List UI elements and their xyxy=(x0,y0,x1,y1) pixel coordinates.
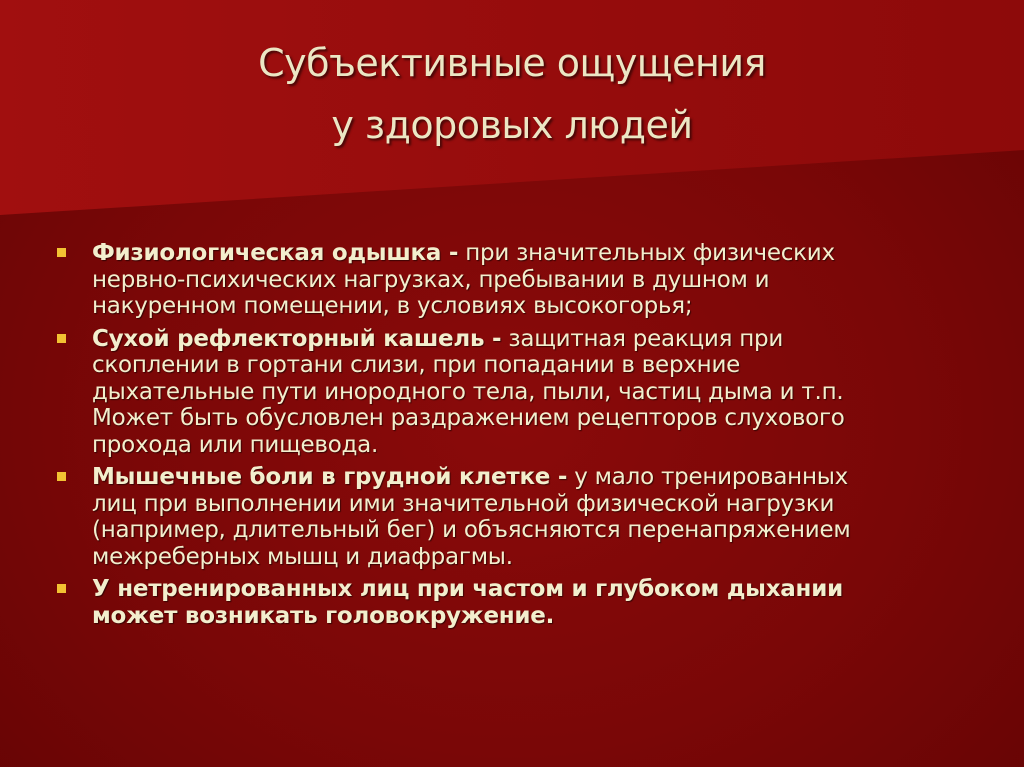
bullet-text-line: межреберных мышц и диафрагмы. xyxy=(92,543,513,570)
bullet-text-line: накуренном помещении, в условиях высокогорья; xyxy=(92,293,693,319)
bullet-text-line: дыхательные пути инородного тела, пыли, частиц дыма и т.п. xyxy=(92,378,844,405)
bullet-text-line: прохода или пищевода. xyxy=(92,431,379,458)
bullet-text-line: нервно-психических нагрузках, пребывании в душном и xyxy=(92,266,770,293)
bullet-text-line: у мало тренированных xyxy=(567,464,849,490)
bullet-text-line: скоплении в гортани слизи, при попадании в верхние xyxy=(92,352,741,378)
square-bullet-icon xyxy=(57,334,66,343)
bullet-list xyxy=(55,240,955,635)
bullet-text-line: Может быть обусловлен раздражением рецепторов слухового xyxy=(92,405,845,431)
bullet-text-line: (например, длительный бег) и объясняются перенапряжением xyxy=(92,517,851,543)
bullet-item xyxy=(55,326,955,459)
bullet-text-line: лиц при выполнении ими значительной физической нагрузки xyxy=(92,490,835,517)
square-bullet-icon xyxy=(57,472,66,481)
title-line-2: у здоровых людей xyxy=(331,103,693,147)
bullet-text-line: может возникать головокружение. xyxy=(92,602,555,629)
bullet-term: Сухой рефлекторный кашель - xyxy=(92,325,502,352)
title-line-1: Субъективные ощущения xyxy=(258,41,766,85)
bullet-term: У нетренированных лиц при частом и глубоком дыхании xyxy=(92,576,843,602)
bullet-text-line: при значительных физических xyxy=(458,240,835,266)
bullet-text-line: защитная реакция при xyxy=(501,325,784,352)
bullet-item xyxy=(55,464,955,570)
square-bullet-icon xyxy=(57,248,66,257)
bullet-term: Мышечные боли в грудной клетке - xyxy=(92,464,568,490)
bullet-item xyxy=(55,576,955,629)
slide-title xyxy=(0,32,1024,156)
bullet-item xyxy=(55,240,955,320)
bullet-term: Физиологическая одышка - xyxy=(92,240,459,266)
square-bullet-icon xyxy=(57,584,66,593)
